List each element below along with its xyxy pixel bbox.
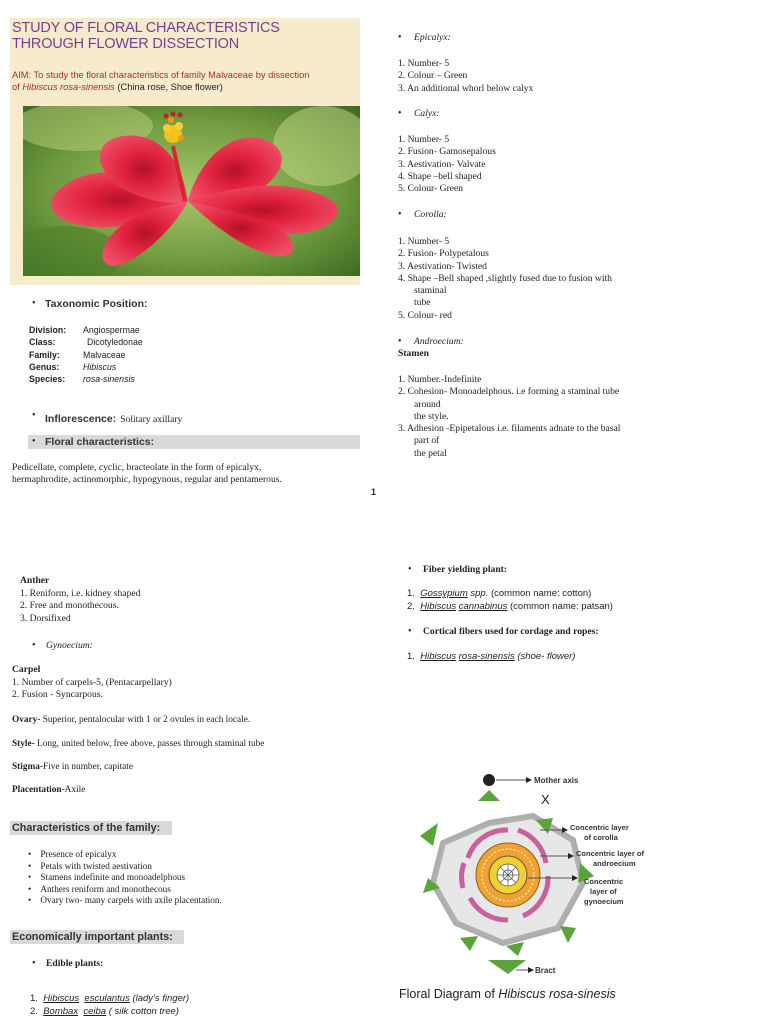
list-item: 3. Aestivation- Twisted — [398, 260, 487, 272]
gynoecium-heading: Gynoecium: — [46, 640, 93, 651]
floral-diagram — [408, 768, 668, 983]
list-item: 1. Number of carpels-5, (Pentacarpellary) — [12, 677, 172, 688]
list-item: 2. Colour – Green — [398, 70, 468, 82]
hibiscus-photo — [23, 106, 360, 276]
stigma-line: Stigma-Five in number, capitate — [12, 762, 133, 772]
list-item: the style. — [414, 410, 449, 422]
ovary-line: Ovary- Superior, pentalocular with 1 or 2 ovules in each locale. — [12, 715, 251, 725]
aim-line-1: AIM: To study the floral characteristics of family Malvaceae by dissection — [12, 70, 310, 80]
calyx-heading: Calyx: — [414, 108, 440, 119]
list-item: 4. Shape –bell shaped — [398, 170, 482, 182]
list-item: 2. Hibiscus cannabinus (common name: patsan) — [407, 600, 613, 612]
carpel-list — [12, 677, 172, 702]
title-line-2: THROUGH FLOWER DISSECTION — [12, 36, 240, 52]
corolla-list — [398, 236, 612, 322]
inflorescence — [45, 409, 182, 427]
anther-list — [20, 588, 140, 625]
gynoecium-layer-label: Concentric — [584, 877, 624, 886]
mother-axis-dot — [483, 774, 495, 786]
family-list — [28, 849, 222, 907]
taxonomy-bullet: • — [32, 298, 36, 309]
list-item: 3. Aestivation- Valvate — [398, 158, 486, 170]
list-item: • Presence of epicalyx — [28, 849, 117, 859]
page-number: 1 — [371, 487, 377, 497]
aim-common-names: (China rose, Shoe flower) — [117, 82, 223, 92]
svg-text:of corolla: of corolla — [584, 833, 618, 842]
carpel-heading: Carpel — [12, 664, 41, 675]
list-item: • Petals with twisted aestivation — [28, 860, 152, 871]
calyx-list — [398, 134, 496, 195]
aim-statement — [12, 69, 356, 93]
list-item: • Stamens indefinite and monoadelphous — [28, 872, 186, 882]
list-item: 4. Shape –Bell shaped ,slightly fused due to fusion with — [398, 272, 612, 284]
taxonomy-row: Species: rosa-sinensis — [29, 374, 135, 385]
list-item: 2. Fusion- Gamosepalous — [398, 146, 496, 158]
corolla-bullet: • — [398, 209, 402, 220]
title-line-1: STUDY OF FLORAL CHARACTERISTICS — [12, 20, 280, 36]
taxonomy-row: Genus: Hibiscus — [29, 361, 117, 372]
mother-axis-label: Mother axis — [534, 776, 579, 785]
androecium-layer-label: Concentric layer of — [576, 849, 644, 858]
gynoecium-bullet: • — [32, 640, 36, 651]
taxonomy-row: Class: Dicotyledonae — [29, 337, 143, 348]
anther-heading: Anther — [20, 575, 50, 586]
family-heading: Characteristics of the family: — [12, 822, 161, 834]
bract-label: Bract — [535, 966, 556, 975]
taxonomy-row: Family: Malvaceae — [29, 349, 126, 360]
androecium-heading: Androecium: — [414, 336, 464, 347]
calyx-bullet: • — [398, 108, 402, 119]
style-line: Style- Long, united below, free above, passes through staminal tube — [12, 739, 265, 749]
cortical-bullet: • — [408, 626, 412, 637]
list-item: 2. Cohesion- Monoadelphous. i.e forming a staminal tube — [398, 386, 620, 398]
edible-heading: Edible plants: — [46, 958, 104, 969]
econ-heading: Economically important plants: — [12, 931, 173, 943]
taxonomy-heading: Taxonomic Position: — [45, 298, 148, 310]
inflorescence-value: Solitary axillary — [120, 414, 183, 425]
list-item: • Ovary two- many carpels with axile placentation. — [28, 895, 222, 905]
list-item: part of — [414, 435, 440, 447]
edible-list — [30, 993, 189, 1018]
epicalyx-heading: Epicalyx: — [414, 32, 451, 43]
list-item: 5. Colour- red — [398, 309, 452, 321]
floral-description: Pedicellate, complete, cyclic, bracteolate in the form of epicalyx, hermaphrodite, actinomorphic, hypogynous, regular and pentamerous. — [12, 462, 282, 486]
list-item: around — [414, 398, 441, 410]
list-item: 5. Colour- Green — [398, 183, 464, 195]
list-item: 2. Bombax ceiba ( silk cotton tree) — [30, 1005, 179, 1017]
list-item: 1. Number- 5 — [398, 58, 450, 69]
list-item: 3. An additional whorl below calyx — [398, 82, 534, 94]
fiber-heading: Fiber yielding plant: — [423, 564, 508, 575]
list-item: 2. Fusion- Polypetalous — [398, 248, 489, 260]
edible-bullet: • — [32, 958, 36, 969]
list-item: 1. Number- 5 — [398, 236, 450, 247]
list-item: 3. Dorsifixed — [20, 612, 71, 624]
list-item: 2. Free and monothecous. — [20, 600, 119, 612]
epicalyx-bullet: • — [398, 32, 402, 43]
floral-bullet: • — [32, 436, 36, 447]
x-mark: X — [541, 792, 550, 807]
epicalyx-list — [398, 58, 533, 95]
corolla-layer-label: Concentric layer — [570, 823, 629, 832]
aim-species: Hibiscus rosa-sinensis — [22, 82, 115, 92]
svg-text:androecium: androecium — [593, 859, 636, 868]
aim-prefix: of — [12, 82, 23, 92]
diagram-caption: Floral Diagram of Hibiscus rosa-sinesis — [399, 987, 616, 1001]
aim-line-2 — [12, 81, 356, 93]
list-item: the petal — [414, 447, 447, 459]
taxonomy-row: Division: Angiospermae — [29, 325, 140, 335]
stamen-heading: Stamen — [398, 348, 429, 359]
list-item: 3. Adhesion -Epipetalous i.e. filaments adnate to the basal — [398, 423, 621, 435]
cortical-item: 1. Hibiscus rosa-sinensis (shoe- flower) — [407, 651, 576, 662]
placentation-line: Placentation-Axile — [12, 785, 86, 795]
list-item: 1. Gossypium spp. (common name: cotton) — [407, 588, 592, 599]
list-item: 1. Hibiscus esculantus (lady's finger) — [30, 993, 190, 1004]
list-item: tube — [414, 297, 431, 309]
list-item: 1. Number.-Indefinite — [398, 374, 482, 385]
inflorescence-heading: Inflorescence: — [45, 413, 117, 425]
list-item: 1. Reniform, i.e. kidney shaped — [20, 588, 141, 599]
list-item: • Anthers reniform and monothecous — [28, 883, 171, 894]
taxonomy-table — [29, 324, 143, 385]
fiber-list — [407, 588, 613, 613]
androecium-list — [398, 374, 620, 460]
androecium-bullet: • — [398, 336, 402, 347]
svg-text:gynoecium: gynoecium — [584, 897, 624, 906]
fiber-bullet: • — [408, 564, 412, 575]
cortical-heading: Cortical fibers used for cordage and ropes: — [423, 626, 599, 637]
list-item: 1. Number- 5 — [398, 134, 450, 145]
list-item: staminal — [414, 285, 447, 297]
svg-text:layer of: layer of — [590, 887, 617, 896]
page-title — [12, 20, 332, 52]
floral-heading: Floral characteristics: — [45, 436, 155, 448]
corolla-heading: Corolla: — [414, 209, 447, 220]
list-item: 2. Fusion - Syncarpous. — [12, 689, 103, 701]
inflorescence-bullet: • — [32, 410, 36, 421]
